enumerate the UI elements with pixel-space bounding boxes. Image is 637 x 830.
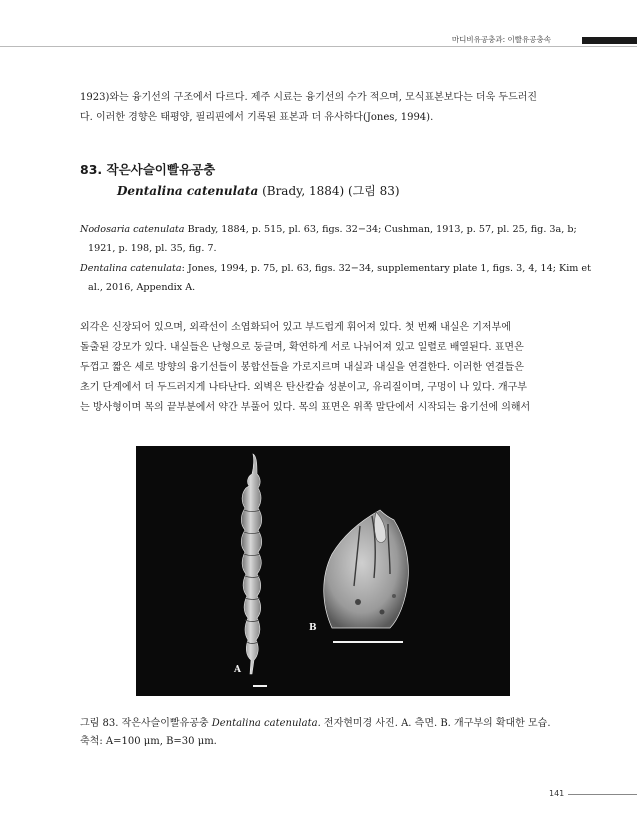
synonym-entry bbox=[80, 220, 577, 258]
description-line: 돌출된 강모가 있다. 내실들은 난형으로 둥글며, 확연하게 서로 나뉘어져 있고 일렬로 배열된다. 표면은 bbox=[80, 342, 524, 353]
species-scientific-line bbox=[117, 182, 400, 199]
figure-label-a: A bbox=[234, 665, 241, 675]
synonym-text: : Jones, 1994, p. 75, pl. 63, figs. 32−34, supplementary plate 1, figs. 3, 4, 14; Kim et bbox=[181, 263, 591, 274]
sem-figure bbox=[136, 446, 510, 696]
synonym-text: al., 2016, Appendix A. bbox=[88, 282, 196, 293]
figure-label-b: B bbox=[309, 623, 317, 633]
header-bar bbox=[582, 37, 637, 44]
caption-scientific-name: Dentalina catenulata bbox=[211, 718, 318, 729]
intro-line: 다. 이러한 경향은 태평양, 필리핀에서 기록된 표본과 더 유사하다(Jones, 1994). bbox=[80, 112, 434, 123]
species-scientific-name: Dentalina catenulata bbox=[117, 184, 259, 198]
synonym-name: Nodosaria catenulata bbox=[80, 224, 185, 235]
running-header bbox=[0, 34, 637, 46]
synonym-text: 1921, p. 198, pl. 35, fig. 7. bbox=[88, 243, 217, 254]
caption-scale: 축척: A=100 μm, B=30 μm. bbox=[80, 736, 217, 747]
caption-suffix: . 전자현미경 사진. A. 측면. B. 개구부의 확대한 모습. bbox=[317, 718, 551, 729]
synonym-text: Brady, 1884, p. 515, pl. 63, figs. 32−34; Cushman, 1913, p. 57, pl. 25, fig. 3a, b; bbox=[184, 224, 577, 235]
species-author: (Brady, 1884) (그림 83) bbox=[258, 184, 400, 198]
specimen-a-lateral-view bbox=[241, 454, 262, 674]
intro-paragraph bbox=[80, 88, 564, 128]
figure-caption bbox=[80, 715, 564, 751]
footer-rule bbox=[568, 794, 637, 795]
synonym-entry bbox=[80, 259, 591, 297]
scale-bar-b bbox=[333, 641, 403, 643]
specimen-b-aperture-view bbox=[324, 510, 409, 628]
synonym-name: Dentalina catenulata bbox=[80, 263, 182, 274]
description-line: 외각은 신장되어 있으며, 외곽선이 소엽화되어 있고 부드럽게 휘어져 있다. 첫 번째 내실은 기저부에 bbox=[80, 322, 511, 333]
sem-micrograph bbox=[136, 446, 510, 696]
caption-prefix: 그림 83. 작은사슬이빨유공충 bbox=[80, 718, 212, 729]
description-line: 두껍고 짧은 세로 방향의 융기선들이 봉합선들을 가로지르며 내실과 내실을 연결한다. 이러한 연결들은 bbox=[80, 362, 524, 373]
species-heading: 83. 작은사슬이빨유공충 bbox=[80, 162, 216, 177]
description-line: 초기 단계에서 더 두드러지게 나타난다. 외벽은 탄산칼슘 성분이고, 유리질이며, 구멍이 나 있다. 개구부 bbox=[80, 382, 527, 393]
running-title: 마디비유공충과: 이빨유공충속 bbox=[451, 35, 551, 44]
scale-bar-a bbox=[253, 685, 267, 687]
description-line: 는 방사형이며 목의 끝부분에서 약간 부풀어 있다. 목의 표면은 위쪽 말단에서 시작되는 융기선에 의해서 bbox=[80, 402, 531, 413]
header-rule bbox=[0, 46, 637, 47]
description-paragraph bbox=[80, 318, 564, 418]
intro-line: 1923)와는 융기선의 구조에서 다르다. 제주 시료는 융기선의 수가 적으며, 모식표본보다는 더욱 두드러진 bbox=[80, 92, 538, 103]
page-number: 141 bbox=[549, 789, 565, 798]
